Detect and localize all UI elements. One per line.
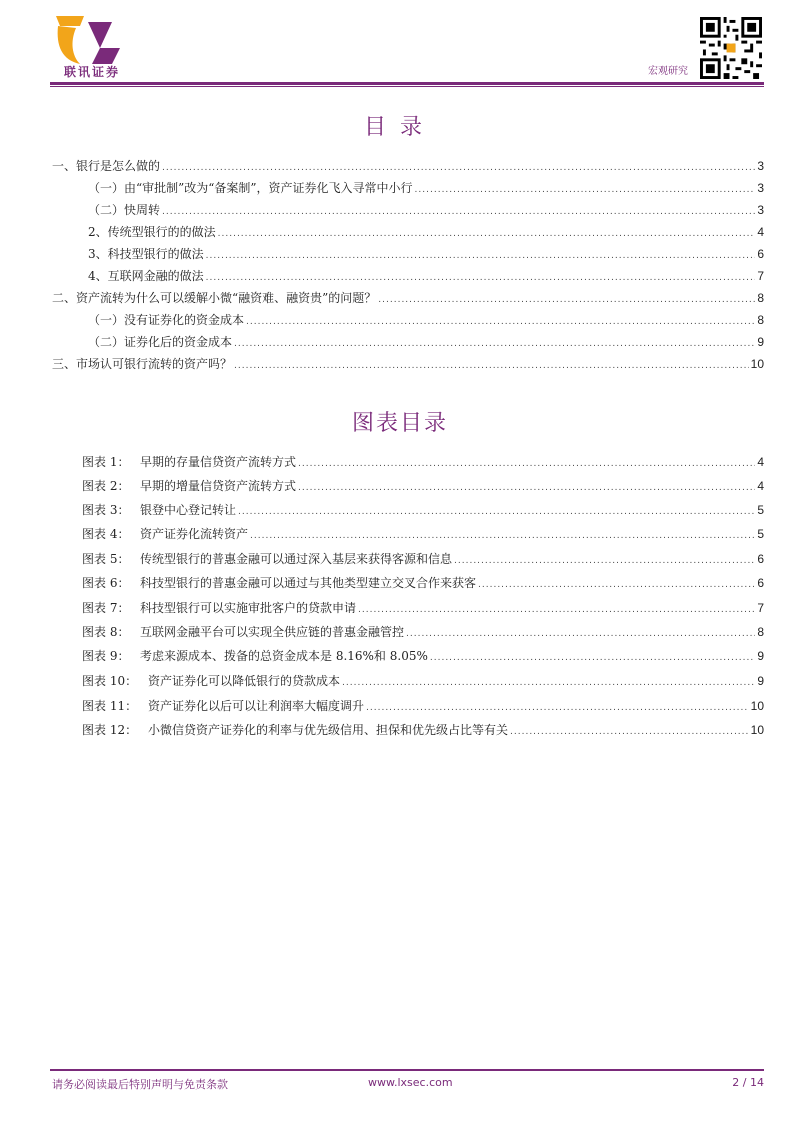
figure-entry-number: 图表 10： xyxy=(82,674,138,688)
footer-website-link[interactable]: www.lxsec.com xyxy=(368,1076,453,1089)
figure-entry-page: 10 xyxy=(750,723,764,737)
toc-entry[interactable] xyxy=(88,332,764,352)
toc-leader-dots xyxy=(162,158,755,178)
report-category: 宏观研究 xyxy=(648,66,688,77)
toc-title: 目录 xyxy=(363,115,436,140)
toc-entry-label: 一、银行是怎么做的 xyxy=(52,159,161,173)
toc-entry[interactable] xyxy=(88,266,764,286)
toc-entry[interactable] xyxy=(88,178,764,198)
figure-entry[interactable] xyxy=(82,573,764,593)
toc-entry-page: 8 xyxy=(757,291,764,305)
toc-entry-page: 10 xyxy=(750,357,764,371)
toc-entry-page: 3 xyxy=(757,203,764,217)
figure-entry[interactable] xyxy=(82,452,764,472)
toc-leader-dots xyxy=(218,224,756,244)
figure-entry[interactable] xyxy=(82,646,764,666)
figure-entry-number: 图表 12： xyxy=(82,723,138,737)
figure-entry[interactable] xyxy=(82,720,764,740)
toc-entry-page: 4 xyxy=(757,225,764,239)
toc-leader-dots xyxy=(358,600,755,620)
toc-entry-page: 3 xyxy=(757,159,764,173)
figure-entry-label: 资产证券化可以降低银行的贷款成本 xyxy=(148,674,341,688)
toc-leader-dots xyxy=(406,624,755,644)
toc-entry-label: 3、科技型银行的做法 xyxy=(88,247,204,261)
toc-entry-label: （二）证券化后的资金成本 xyxy=(88,335,233,349)
figure-entry-number: 图表 8： xyxy=(82,625,130,639)
toc-entry-label: 4、互联网金融的做法 xyxy=(88,269,204,283)
figure-entry-number: 图表 3： xyxy=(82,503,130,517)
figure-entry-number: 图表 5： xyxy=(82,552,130,566)
toc-entry[interactable] xyxy=(88,200,764,220)
toc-entry-label: 二、资产流转为什么可以缓解小微“融资难、融资贵”的问题？ xyxy=(52,291,377,305)
figure-entry-label: 银登中心登记转让 xyxy=(140,503,237,517)
figure-entry-label: 早期的存量信贷资产流转方式 xyxy=(140,455,297,469)
toc-leader-dots xyxy=(246,312,755,332)
figure-entry-number: 图表 9： xyxy=(82,649,130,663)
toc-leader-dots xyxy=(366,698,749,718)
figure-entry-label: 考虑来源成本、拨备的总资金成本是 8.16%和 8.05% xyxy=(140,649,428,663)
figure-entry-label: 早期的增量信贷资产流转方式 xyxy=(140,479,297,493)
figure-entry-page: 4 xyxy=(757,479,764,493)
toc-entry[interactable] xyxy=(52,156,764,176)
figure-entry[interactable] xyxy=(82,500,764,520)
toc-entry[interactable] xyxy=(52,354,764,374)
figure-entry-number: 图表 4： xyxy=(82,527,130,541)
toc-leader-dots xyxy=(250,526,755,546)
figure-entry-label: 资产证券化以后可以让利润率大幅度调升 xyxy=(148,699,365,713)
toc-entry-page: 3 xyxy=(757,181,764,195)
toc-leader-dots xyxy=(415,180,756,200)
figure-entry-number: 图表 11： xyxy=(82,699,138,713)
figure-entry[interactable] xyxy=(82,549,764,569)
figure-entry-page: 6 xyxy=(757,576,764,590)
toc-entry-page: 7 xyxy=(757,269,764,283)
toc-entry-label: （一）由“审批制”改为“备案制”，资产证券化飞入寻常中小行 xyxy=(88,181,413,195)
toc-entry-page: 6 xyxy=(757,247,764,261)
figure-entry-label: 小微信贷资产证券化的利率与优先级信用、担保和优先级占比等有关 xyxy=(148,723,509,737)
toc-leader-dots xyxy=(378,290,755,310)
toc-entry[interactable] xyxy=(88,244,764,264)
toc-entry-page: 9 xyxy=(757,335,764,349)
figure-entry[interactable] xyxy=(82,598,764,618)
figure-entry-label: 资产证券化流转资产 xyxy=(140,527,249,541)
figure-entry-number: 图表 6： xyxy=(82,576,130,590)
footer-disclaimer[interactable]: 请务必阅读最后特别声明与免责条款 xyxy=(52,1078,228,1091)
toc-leader-dots xyxy=(234,356,749,376)
figure-entry-page: 5 xyxy=(757,527,764,541)
toc-leader-dots xyxy=(234,334,755,354)
qr-code-icon xyxy=(700,17,762,79)
toc-entry[interactable] xyxy=(52,288,764,308)
figure-entry[interactable] xyxy=(82,696,764,716)
toc-leader-dots xyxy=(298,478,755,498)
figure-entry-label: 科技型银行可以实施审批客户的贷款申请 xyxy=(140,601,357,615)
toc-leader-dots xyxy=(454,551,755,571)
toc-leader-dots xyxy=(342,673,755,693)
figure-entry[interactable] xyxy=(82,671,764,691)
toc-entry[interactable] xyxy=(88,222,764,242)
toc-entry-label: （二）快周转 xyxy=(88,203,161,217)
figure-entry-label: 互联网金融平台可以实现全供应链的普惠金融管控 xyxy=(140,625,405,639)
figure-entry-page: 10 xyxy=(750,699,764,713)
company-name: 联讯证券 xyxy=(63,65,120,79)
header-rule-thin xyxy=(50,86,764,87)
figures-title: 图表目录 xyxy=(351,411,448,436)
toc-leader-dots xyxy=(298,454,755,474)
figure-entry-page: 7 xyxy=(757,601,764,615)
toc-leader-dots xyxy=(162,202,755,222)
toc-entry-label: （一）没有证券化的资金成本 xyxy=(88,313,245,327)
figure-entry-number: 图表 1： xyxy=(82,455,130,469)
figure-entry[interactable] xyxy=(82,622,764,642)
figure-entry-number: 图表 2： xyxy=(82,479,130,493)
figure-entry-page: 8 xyxy=(757,625,764,639)
header-rule xyxy=(50,82,764,85)
figure-entry[interactable] xyxy=(82,476,764,496)
toc-entry[interactable] xyxy=(88,310,764,330)
toc-entry-label: 2、传统型银行的的做法 xyxy=(88,225,216,239)
figure-entry-page: 9 xyxy=(757,674,764,688)
footer-page-number: 2 / 14 xyxy=(732,1076,764,1089)
figure-entry-page: 4 xyxy=(757,455,764,469)
figure-entry-page: 9 xyxy=(757,649,764,663)
figure-entry[interactable] xyxy=(82,524,764,544)
figure-entry-label: 传统型银行的普惠金融可以通过深入基层来获得客源和信息 xyxy=(140,552,453,566)
toc-leader-dots xyxy=(510,722,749,742)
toc-leader-dots xyxy=(430,648,755,668)
figure-entry-page: 5 xyxy=(757,503,764,517)
figure-entry-number: 图表 7： xyxy=(82,601,130,615)
figure-entry-page: 6 xyxy=(757,552,764,566)
figure-entry-label: 科技型银行的普惠金融可以通过与其他类型建立交叉合作来获客 xyxy=(140,576,477,590)
toc-leader-dots xyxy=(206,246,756,266)
toc-leader-dots xyxy=(238,502,755,522)
footer-rule xyxy=(50,1069,764,1071)
toc-leader-dots xyxy=(478,575,755,595)
toc-leader-dots xyxy=(206,268,756,288)
toc-entry-page: 8 xyxy=(757,313,764,327)
toc-entry-label: 三、市场认可银行流转的资产吗？ xyxy=(52,357,233,371)
